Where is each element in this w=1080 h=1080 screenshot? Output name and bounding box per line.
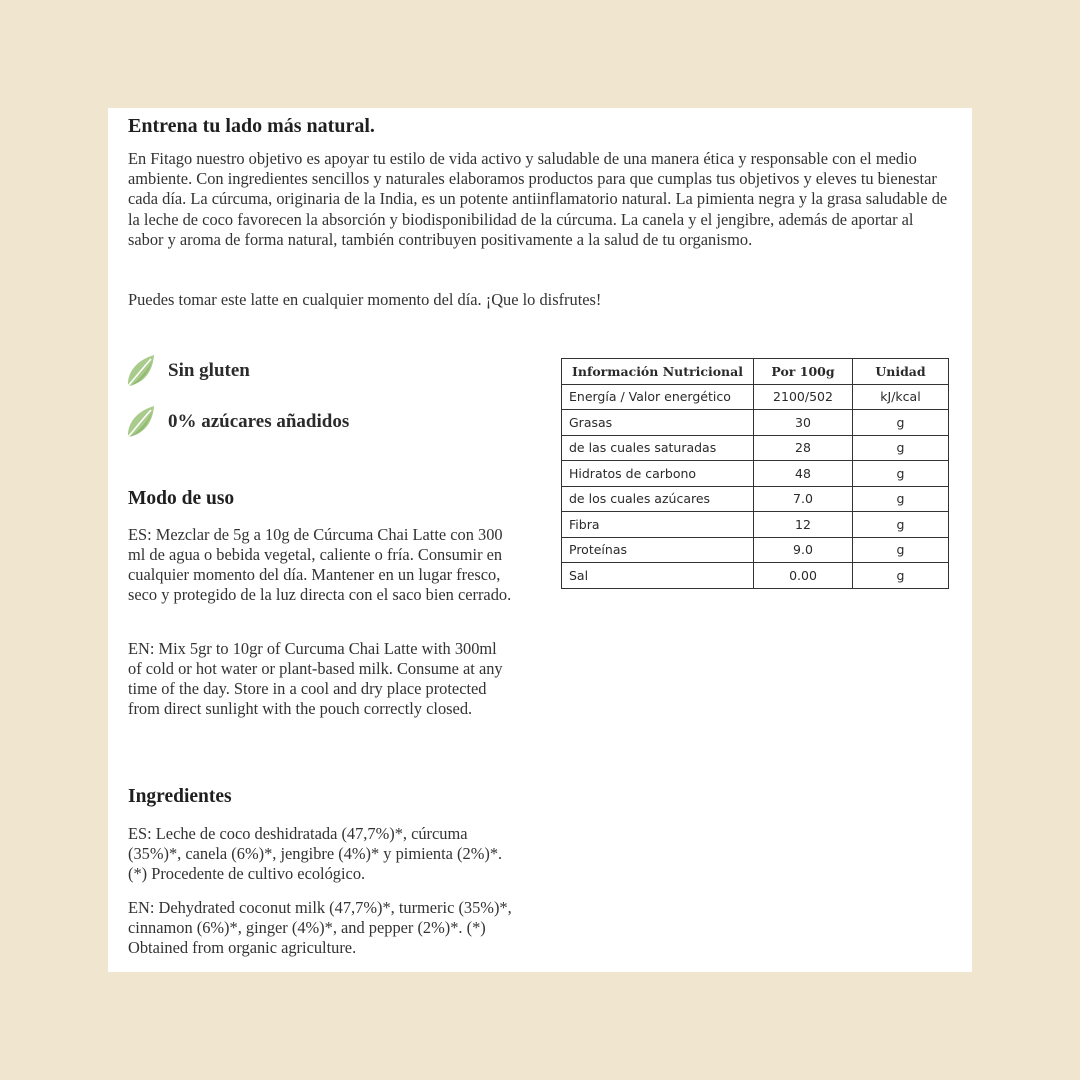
nutrient-value: 9.0 <box>754 537 853 563</box>
nutrient-value: 0.00 <box>754 563 853 589</box>
nutrient-name: Grasas <box>562 410 754 436</box>
nutrient-value: 48 <box>754 461 853 487</box>
ingredients-en-paragraph: EN: Dehydrated coconut milk (47,7%)*, turmeric (35%)*, cinnamon (6%)*, ginger (4%)*, and pepper (2%)*. (*) Obtained from organic agriculture. <box>128 898 512 958</box>
nutrient-value: 28 <box>754 435 853 461</box>
nutrient-value: 30 <box>754 410 853 436</box>
page-title: Entrena tu lado más natural. <box>128 115 375 137</box>
nutrition-table <box>561 358 949 589</box>
nutrient-unit: g <box>853 486 949 512</box>
nutrient-value: 2100/502 <box>754 384 853 410</box>
nutrient-value: 12 <box>754 512 853 538</box>
nutrient-unit: g <box>853 410 949 436</box>
nutrient-name: Energía / Valor energético <box>562 384 754 410</box>
table-row <box>562 537 949 563</box>
intro-paragraph: En Fitago nuestro objetivo es apoyar tu estilo de vida activo y saludable de una manera ética y responsable con el medio ambiente. Con ingredientes sencillos y naturales elaboramos productos para que cumplas tus objetivos y eleves tu bienestar cada día. La cúrcuma, originaria de la India, es un potente antiinflamatorio natural. La pimienta negra y la grasa saludable de la leche de coco favorecen la absorción y biodisponibilidad de la cúrcuma. La canela y el jengibre, además de aportar al sabor y aroma de forma natural, también contribuyen positivamente a la salud de tu organismo. <box>128 149 948 249</box>
table-row <box>562 563 949 589</box>
usage-en-paragraph: EN: Mix 5gr to 10gr of Curcuma Chai Latte with 300ml of cold or hot water or plant-based milk. Consume at any time of the day. Store in a cool and dry place protected from direct sunlight with the pouch correctly closed. <box>128 639 503 719</box>
table-row <box>562 410 949 436</box>
usage-es-paragraph: ES: Mezclar de 5g a 10g de Cúrcuma Chai Latte con 300 ml de agua o bebida vegetal, caliente o fría. Consumir en cualquier momento del día. Mantener en un lugar fresco, seco y protegido de la luz directa con el saco bien cerrado. <box>128 525 512 605</box>
feature-gluten-free <box>126 353 250 389</box>
header-unit: Unidad <box>853 359 949 385</box>
table-row <box>562 435 949 461</box>
nutrient-unit: g <box>853 435 949 461</box>
leaf-icon <box>126 353 156 389</box>
ingredients-es-paragraph: ES: Leche de coco deshidratada (47,7%)*, cúrcuma (35%)*, canela (6%)*, jengibre (4%)* y pimienta (2%)*. (*) Procedente de cultivo ecológico. <box>128 824 503 884</box>
table-row <box>562 512 949 538</box>
table-row <box>562 384 949 410</box>
ingredients-title: Ingredientes <box>128 786 232 807</box>
nutrient-unit: kJ/kcal <box>853 384 949 410</box>
usage-title: Modo de uso <box>128 488 235 509</box>
nutrient-unit: g <box>853 461 949 487</box>
feature-no-added-sugar <box>126 404 349 440</box>
nutrient-unit: g <box>853 563 949 589</box>
closing-paragraph: Puedes tomar este latte en cualquier momento del día. ¡Que lo disfrutes! <box>128 290 602 309</box>
nutrient-name: Proteínas <box>562 537 754 563</box>
table-row <box>562 486 949 512</box>
header-nutrition-info: Información Nutricional <box>562 359 754 385</box>
feature-label: 0% azúcares añadidos <box>168 411 350 432</box>
nutrition-header-row <box>562 359 949 385</box>
product-info-card <box>108 108 972 972</box>
nutrient-name: de los cuales azúcares <box>562 486 754 512</box>
nutrient-name: Fibra <box>562 512 754 538</box>
feature-label: Sin gluten <box>168 360 250 381</box>
nutrient-unit: g <box>853 537 949 563</box>
nutrient-name: Hidratos de carbono <box>562 461 754 487</box>
leaf-icon <box>126 404 156 440</box>
nutrient-name: de las cuales saturadas <box>562 435 754 461</box>
nutrient-name: Sal <box>562 563 754 589</box>
nutrient-value: 7.0 <box>754 486 853 512</box>
nutrient-unit: g <box>853 512 949 538</box>
header-per-100g: Por 100g <box>754 359 853 385</box>
table-row <box>562 461 949 487</box>
